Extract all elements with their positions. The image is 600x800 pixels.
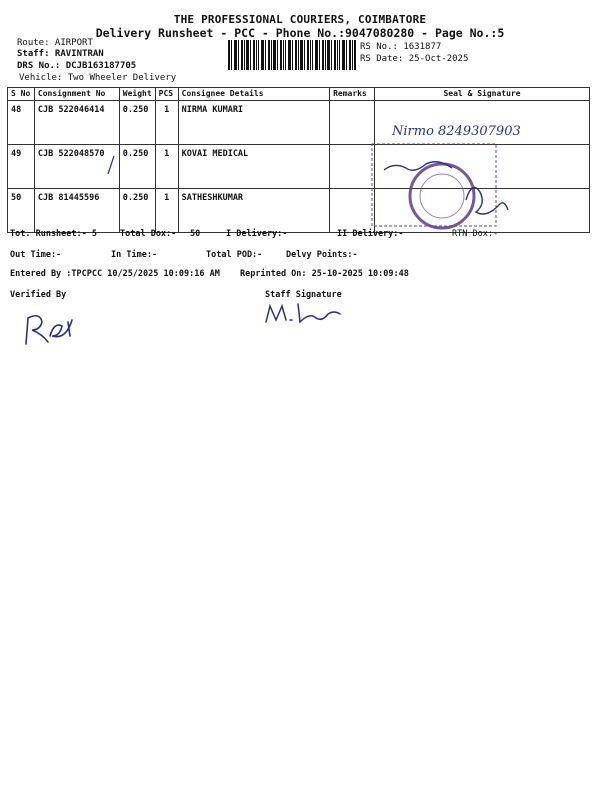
col-header-weight: Weight <box>119 88 155 101</box>
staff-label: Staff: RAVINTRAN <box>17 49 104 59</box>
cell-consignee: KOVAI MEDICAL <box>178 145 329 189</box>
cell-consignment: CJB 522046414 <box>34 101 119 145</box>
barcode-image <box>228 40 356 70</box>
ii-delivery: II Delivery:- <box>337 229 404 239</box>
total-dox-label: Total Dox:- <box>120 229 177 239</box>
cell-consignee: SATHESHKUMAR <box>178 189 329 233</box>
handwritten-note: Nirmo 8249307903 <box>392 124 521 139</box>
rs-date: RS Date: 25-Oct-2025 <box>360 54 469 64</box>
cell-weight: 0.250 <box>119 145 155 189</box>
cell-weight: 0.250 <box>119 189 155 233</box>
cell-consignee: NIRMA KUMARI <box>178 101 329 145</box>
cell-pcs: 1 <box>155 101 178 145</box>
tot-runsheet: Tot. Runsheet:- 5 <box>10 229 97 239</box>
out-time: Out Time:- <box>10 250 62 260</box>
table-header-row <box>8 88 590 101</box>
drs-number: DRS No.: DCJB163187705 <box>17 61 137 71</box>
document-subtitle: Delivery Runsheet - PCC - Phone No.:9047080280 - Page No.:5 <box>95 26 505 40</box>
cell-sno: 48 <box>8 101 35 145</box>
staff-signature-mark <box>262 300 352 328</box>
col-header-seal: Seal & Signature <box>375 88 590 101</box>
cell-remarks <box>330 101 375 145</box>
delivery-stamp <box>370 140 520 235</box>
cell-consignment: CJB 81445596 <box>34 189 119 233</box>
col-header-consignment: Consignment No <box>34 88 119 101</box>
staff-signature-label: Staff Signature <box>265 290 342 300</box>
reprinted-on: Reprinted On: 25-10-2025 10:09:48 <box>240 269 409 279</box>
entered-by: Entered By :TPCPCC 10/25/2025 10:09:16 AM <box>10 269 220 279</box>
rs-number: RS No.: 1631877 <box>360 42 442 52</box>
i-delivery: I Delivery:- <box>226 229 288 239</box>
col-header-sno: S No <box>8 88 35 101</box>
cell-remarks <box>330 145 375 189</box>
total-dox-value: 50 <box>190 229 201 239</box>
verifier-signature <box>18 310 98 350</box>
cell-pcs: 1 <box>155 189 178 233</box>
verified-by-label: Verified By <box>10 290 67 300</box>
vehicle-label: Vehicle: Two Wheeler Delivery <box>19 73 177 83</box>
delvy-points: Delvy Points:- <box>286 250 358 260</box>
col-header-consignee: Consignee Details <box>178 88 329 101</box>
cell-weight: 0.250 <box>119 101 155 145</box>
cell-sno: 49 <box>8 145 35 189</box>
cell-remarks <box>330 189 375 233</box>
in-time: In Time:- <box>111 250 158 260</box>
route-label: Route: AIRPORT <box>17 38 93 48</box>
cell-consignment: CJB 522048570 <box>34 145 119 189</box>
rtn-dox: RTN Dox:- <box>452 229 499 239</box>
col-header-pcs: PCS <box>155 88 178 101</box>
col-header-remarks: Remarks <box>330 88 375 101</box>
document-title: THE PROFESSIONAL COURIERS, COIMBATORE <box>173 13 427 26</box>
pen-mark <box>104 154 118 176</box>
total-pod: Total POD:- <box>206 250 263 260</box>
cell-pcs: 1 <box>155 145 178 189</box>
cell-sno: 50 <box>8 189 35 233</box>
